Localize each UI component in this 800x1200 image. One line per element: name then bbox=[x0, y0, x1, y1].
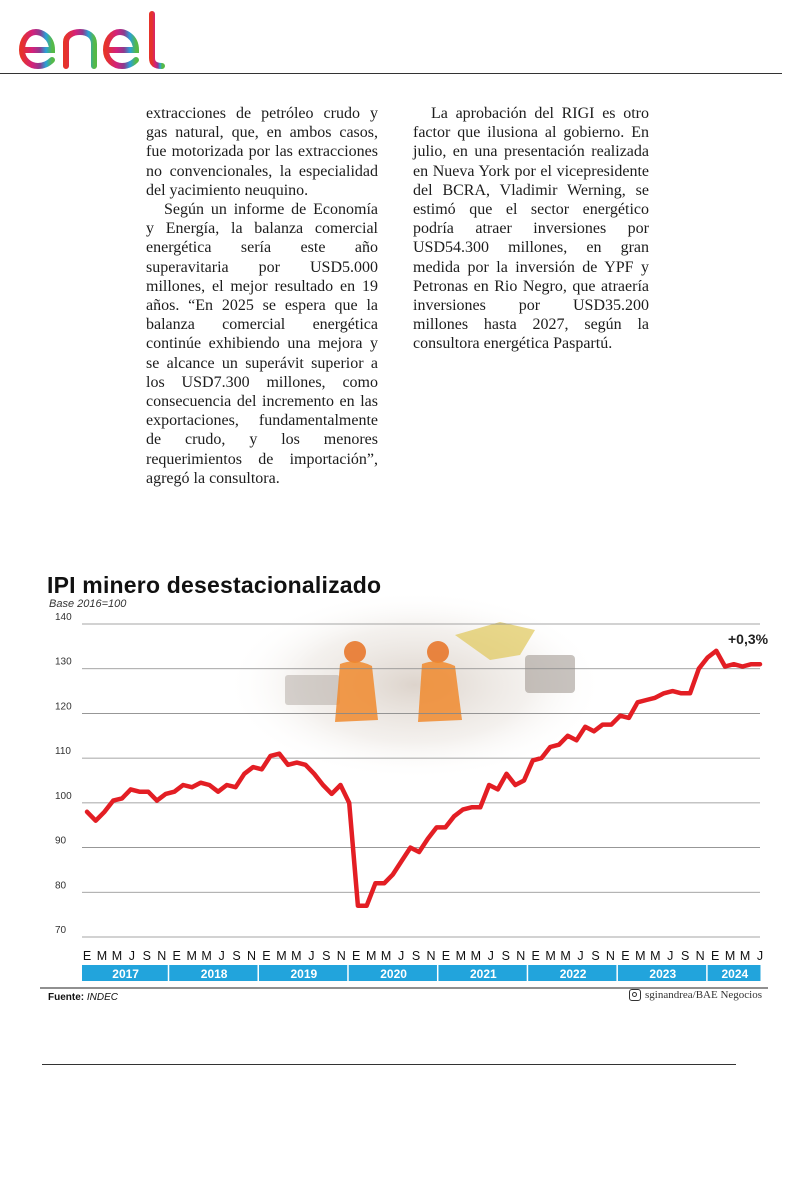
x-tick-label: M bbox=[739, 949, 751, 963]
credit-text: sginandrea/BAE Negocios bbox=[645, 989, 762, 1001]
year-label: 2024 bbox=[721, 967, 749, 981]
article-column-right bbox=[413, 104, 649, 354]
header-rule bbox=[0, 73, 782, 74]
x-tick-label: M bbox=[635, 949, 646, 963]
x-tick-label: M bbox=[724, 949, 736, 963]
year-label: 2021 bbox=[469, 967, 497, 981]
x-tick-label: M bbox=[96, 949, 108, 963]
x-tick-label: J bbox=[487, 949, 494, 963]
x-tick-label: E bbox=[710, 949, 720, 963]
x-tick-label: S bbox=[681, 949, 690, 963]
y-tick-label: 130 bbox=[55, 656, 72, 668]
x-tick-label: S bbox=[142, 949, 151, 963]
year-label: 2019 bbox=[290, 967, 318, 981]
year-label: 2023 bbox=[649, 967, 677, 981]
x-tick-label: E bbox=[531, 949, 540, 963]
x-tick-label: E bbox=[172, 949, 181, 963]
x-tick-label: E bbox=[621, 949, 630, 963]
y-tick-label: 90 bbox=[55, 835, 67, 847]
x-tick-label: M bbox=[455, 949, 467, 963]
x-tick-label: M bbox=[201, 949, 212, 963]
chart-subtitle: Base 2016=100 bbox=[49, 598, 127, 610]
year-label: 2017 bbox=[112, 967, 139, 981]
x-tick-label: J bbox=[756, 949, 764, 963]
year-label: 2022 bbox=[559, 967, 587, 981]
paragraph: Según un informe de Economía y Energía, la balanza comercial energética sería este año superavitaria por USD5.000 millones, el mejor resultado en 19 años. “En 2025 se espera que la balanza comercial energética continúe exhibiendo una mejora y se alcance un superávit superior a los USD7.300 millones, como consecuencia del incremento en las exportaciones, fundamentalmente de crudo, y los menores requerimientos de importación”, agregó la consultora. bbox=[146, 201, 378, 487]
x-tick-label: M bbox=[560, 949, 571, 963]
x-tick-label: M bbox=[111, 949, 123, 963]
x-tick-label: J bbox=[667, 949, 674, 963]
x-tick-label: N bbox=[246, 949, 257, 963]
x-tick-label: J bbox=[577, 949, 584, 963]
footer-rule bbox=[42, 1064, 736, 1065]
instagram-icon bbox=[629, 989, 641, 1001]
article-column-left bbox=[146, 104, 378, 488]
paragraph: extracciones de petróleo crudo y gas natural, que, en ambos casos, fue motorizada por las extracciones no convencionales, la especialidad del yacimiento neuquino. bbox=[146, 105, 378, 199]
x-tick-label: M bbox=[291, 949, 302, 963]
y-tick-label: 110 bbox=[55, 746, 71, 758]
x-tick-label: M bbox=[380, 949, 392, 963]
x-tick-label: N bbox=[426, 949, 436, 963]
x-tick-label: J bbox=[218, 949, 225, 963]
photo-credit bbox=[629, 989, 762, 1001]
chart-title: IPI minero desestacionalizado bbox=[47, 572, 382, 598]
x-tick-label: E bbox=[262, 949, 271, 963]
x-tick-label: S bbox=[411, 949, 421, 963]
x-tick-label: S bbox=[322, 949, 331, 963]
y-tick-label: 140 bbox=[55, 612, 72, 623]
source-note bbox=[48, 992, 118, 1003]
x-tick-label: S bbox=[501, 949, 510, 963]
y-tick-label: 120 bbox=[55, 701, 72, 713]
enel-logo bbox=[16, 6, 186, 72]
x-axis-year-band bbox=[82, 965, 761, 981]
year-label: 2018 bbox=[200, 967, 228, 981]
y-axis-labels bbox=[55, 612, 72, 936]
source-label: Fuente: bbox=[48, 992, 85, 1003]
y-tick-label: 80 bbox=[55, 880, 67, 892]
x-tick-label: M bbox=[186, 949, 197, 963]
x-tick-label: M bbox=[650, 949, 661, 963]
source-value: INDEC bbox=[86, 992, 119, 1003]
x-tick-label: N bbox=[157, 949, 167, 963]
x-tick-label: E bbox=[82, 949, 92, 963]
x-tick-label: M bbox=[470, 949, 482, 963]
x-axis-month-labels bbox=[83, 949, 763, 963]
x-tick-label: E bbox=[441, 949, 451, 963]
x-tick-label: N bbox=[336, 949, 346, 963]
x-tick-label: J bbox=[308, 949, 315, 963]
x-tick-label: N bbox=[605, 949, 615, 963]
x-tick-label: M bbox=[276, 949, 287, 963]
x-tick-label: N bbox=[516, 949, 526, 963]
ipi-chart bbox=[0, 560, 800, 1000]
x-tick-label: M bbox=[365, 949, 377, 963]
x-tick-label: S bbox=[591, 949, 600, 963]
x-tick-label: M bbox=[545, 949, 556, 963]
x-tick-label: E bbox=[352, 949, 361, 963]
x-tick-label: J bbox=[397, 949, 405, 963]
year-label: 2020 bbox=[380, 967, 407, 981]
y-tick-label: 100 bbox=[55, 790, 72, 802]
change-annotation: +0,3% bbox=[728, 631, 769, 647]
x-tick-label: S bbox=[232, 949, 241, 963]
paragraph: La aprobación del RIGI es otro factor que ilusiona al gobierno. En julio, en una presentación realizada en Nueva York por el vicepresidente del BCRA, Vladimir Werning, se estimó que el sector energético podría atraer inversiones por USD54.300 millones, en gran medida por la inversión de YPF y Petronas en Rio Negro, que atraería inversiones por USD35.200 millones hasta 2027, según la consultora energética Paspartú. bbox=[413, 105, 649, 353]
x-tick-label: J bbox=[128, 949, 135, 963]
x-tick-label: N bbox=[695, 949, 705, 963]
y-tick-label: 70 bbox=[55, 925, 67, 936]
